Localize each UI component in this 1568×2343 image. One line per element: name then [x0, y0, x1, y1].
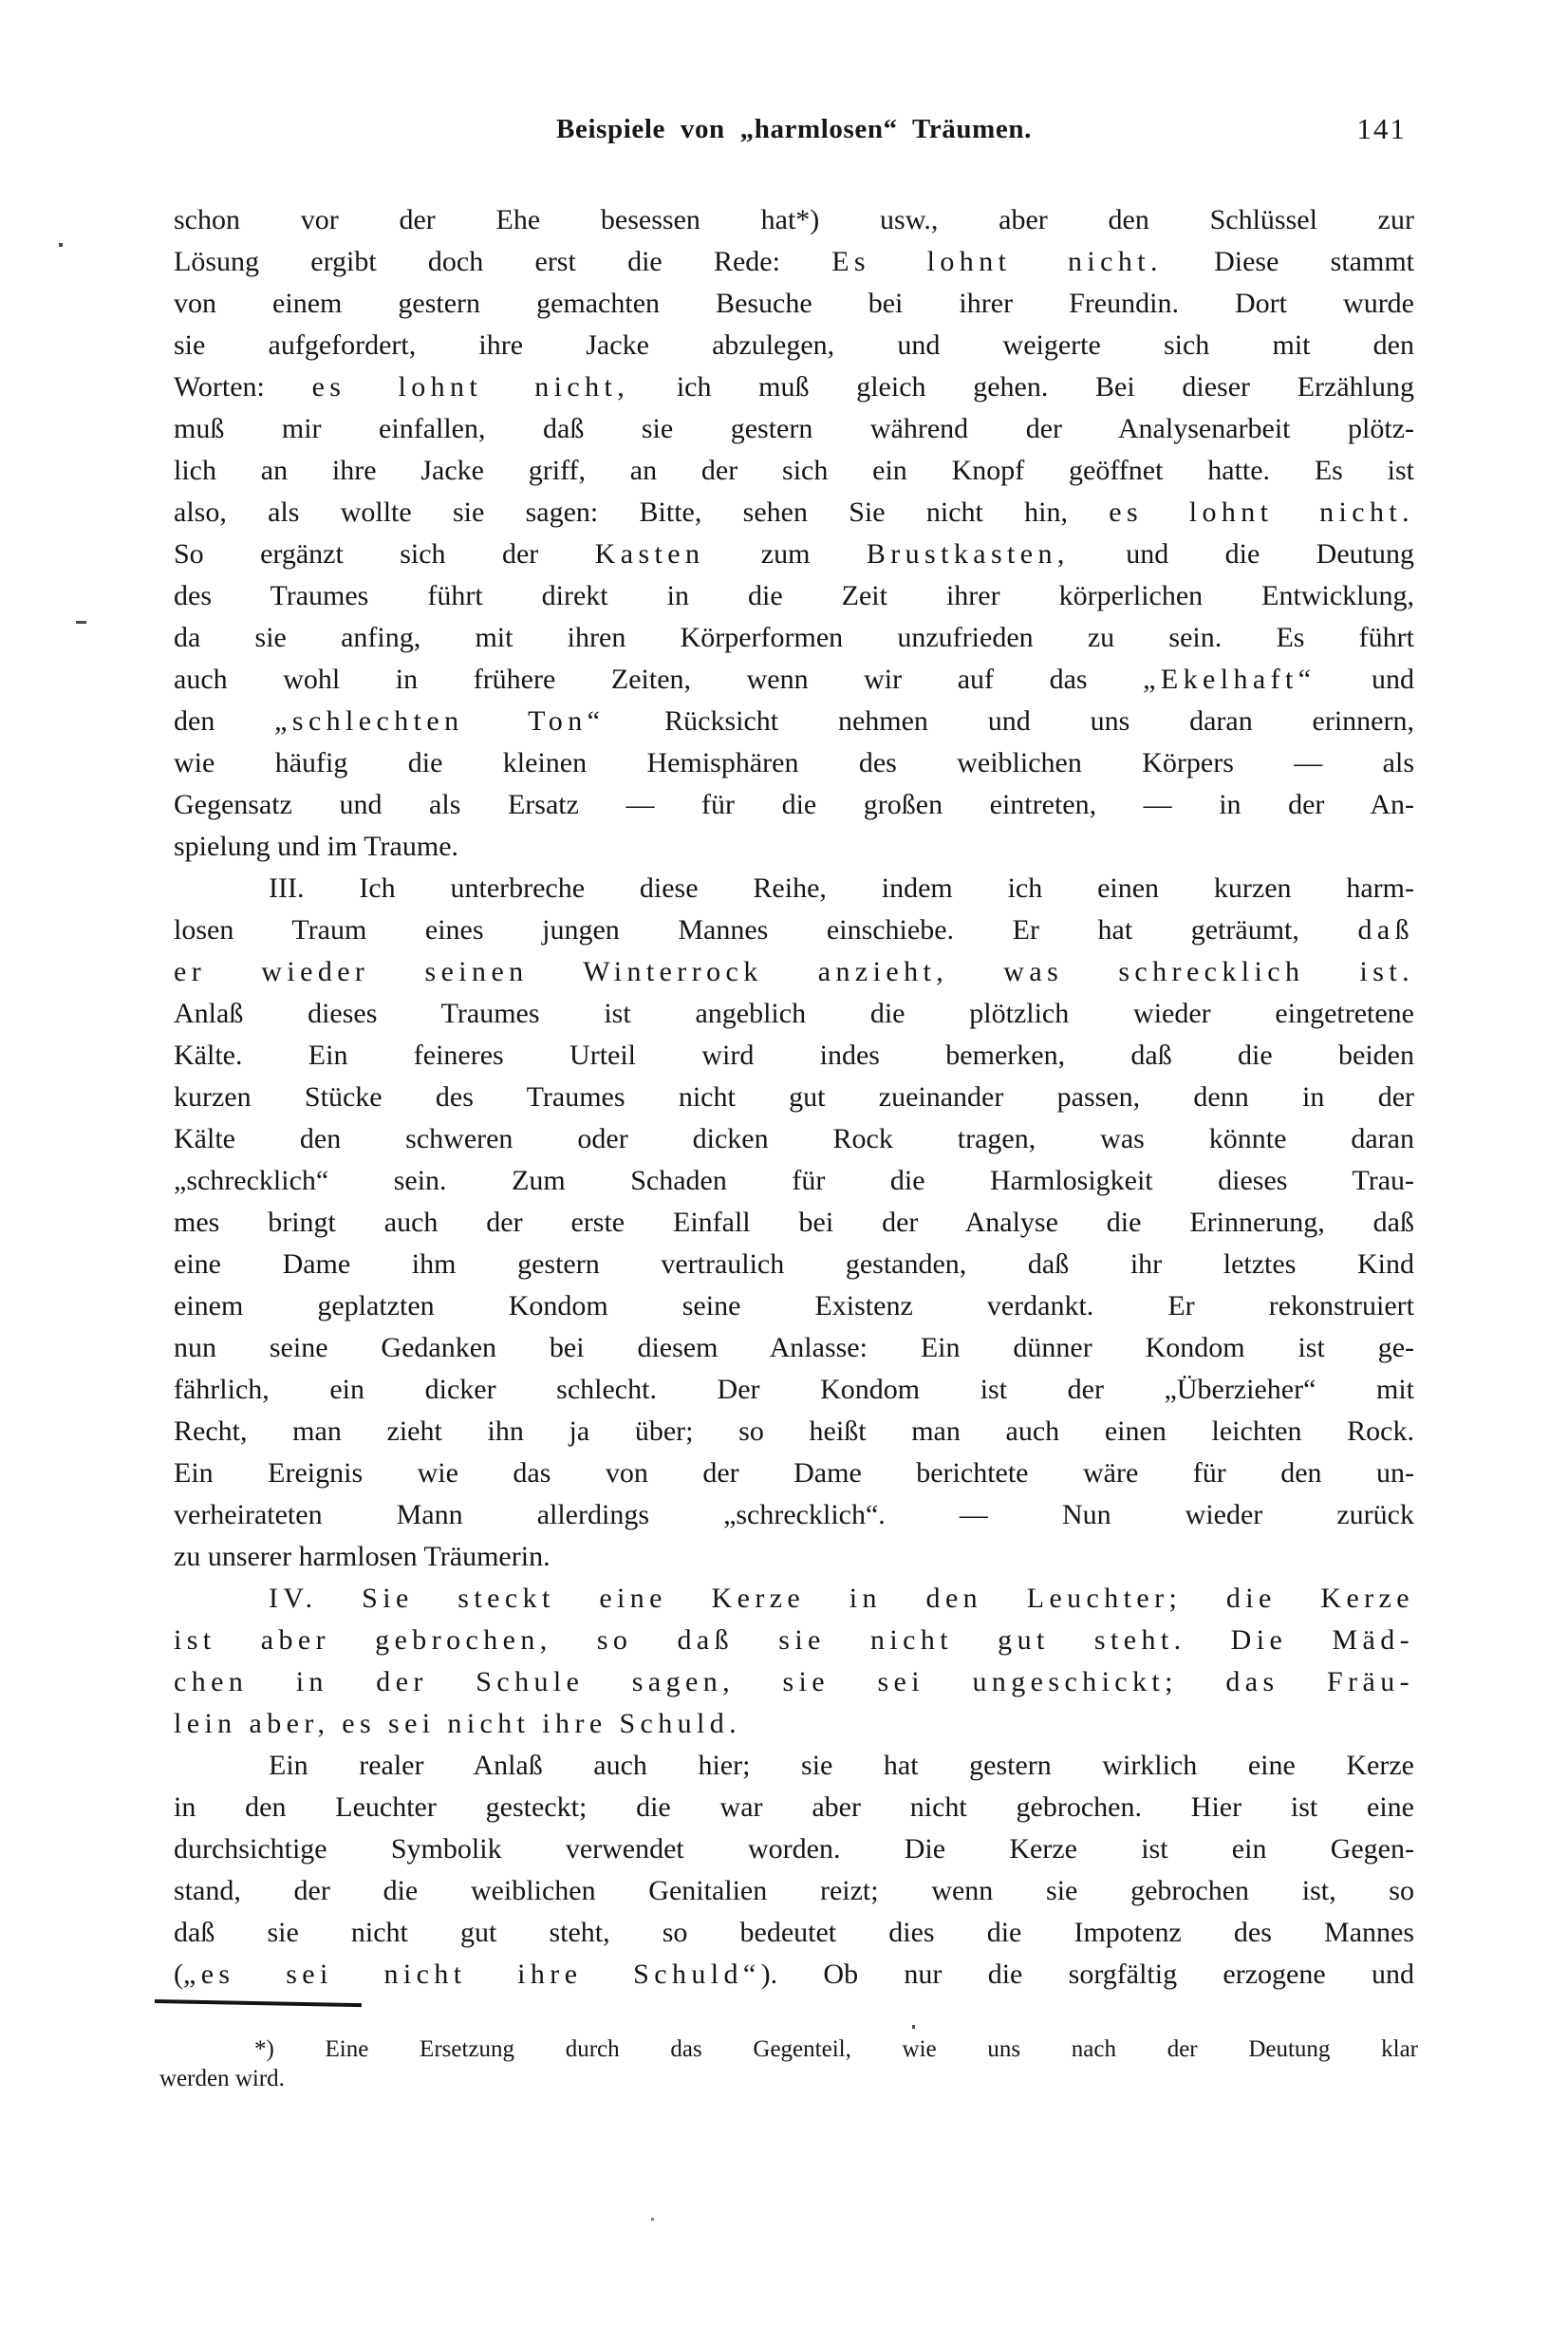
letterspaced-emphasis: lein aber, es sei nicht ihre Schuld. — [174, 1708, 742, 1739]
text-segment: ). Ob nur die sorgfältig erzogene und — [760, 1959, 1414, 1990]
text-segment: daß sie nicht gut steht, so bedeutet dies die Impotenz des Mannes — [174, 1917, 1414, 1948]
page-header — [174, 114, 1414, 156]
text-line — [174, 1369, 1414, 1411]
text-segment: von einem gestern gemachten Besuche bei ihrer Freundin. Dort wurde — [174, 288, 1414, 319]
text-segment: den — [174, 705, 275, 737]
text-line — [174, 951, 1414, 993]
letterspaced-emphasis: daß — [1357, 914, 1414, 946]
text-segment: „schrecklich“ sein. Zum Schaden für die Harmlosigkeit dieses Trau- — [174, 1165, 1414, 1196]
text-segment: ich muß gleich gehen. Bei dieser Erzählung — [629, 371, 1414, 403]
text-segment: zu unserer harmlosen Träumerin. — [174, 1541, 551, 1572]
text-segment: in den Leuchter gesteckt; die war aber nicht gebrochen. Hier ist eine — [174, 1791, 1414, 1823]
text-segment: mes bringt auch der erste Einfall bei der Analyse die Erinnerung, daß — [174, 1207, 1414, 1238]
text-line — [174, 1870, 1414, 1912]
text-segment: Kälte den schweren oder dicken Rock tragen, was könnte daran — [174, 1123, 1414, 1154]
text-line — [174, 1787, 1414, 1828]
text-line — [174, 1244, 1414, 1285]
letterspaced-emphasis: chen in der Schule sagen, sie sei ungeschickt; das Fräu- — [174, 1666, 1414, 1697]
text-segment: Ein realer Anlaß auch hier; sie hat gestern wirklich eine Kerze — [269, 1750, 1414, 1781]
text-segment: da sie anfing, mit ihren Körperformen unzufrieden zu sein. Es führt — [174, 622, 1414, 653]
text-segment: des Traumes führt direkt in die Zeit ihrer körperlichen Entwicklung, — [174, 580, 1414, 611]
text-segment: Ein Ereignis wie das von der Dame berichtete wäre für den un- — [174, 1457, 1414, 1489]
text-line — [174, 784, 1414, 826]
text-line — [174, 325, 1414, 366]
text-segment: auch wohl in frühere Zeiten, wenn wir auf das — [174, 664, 1144, 695]
footnote-separator — [155, 1999, 362, 2007]
text-segment: sie aufgefordert, ihre Jacke abzulegen, und weigerte sich mit den — [174, 329, 1414, 361]
scan-artifact — [651, 2218, 654, 2221]
text-segment: kurzen Stücke des Traumes nicht gut zueinander passen, denn in der — [174, 1081, 1414, 1113]
text-line — [159, 2064, 1418, 2093]
text-segment: ( — [174, 1959, 183, 1990]
text-line — [174, 1035, 1414, 1077]
text-line — [174, 993, 1414, 1035]
text-line — [174, 1703, 1414, 1745]
footnote-text — [159, 2034, 1418, 2093]
text-segment: Anlaß dieses Traumes ist angeblich die plötzlich wieder eingetretene — [174, 998, 1414, 1029]
text-line — [174, 199, 1414, 241]
text-line — [174, 575, 1414, 617]
scan-artifact — [76, 621, 86, 624]
text-line — [174, 659, 1414, 701]
text-segment: eine Dame ihm gestern vertraulich gestanden, daß ihr letztes Kind — [174, 1248, 1414, 1280]
text-segment: Rücksicht nehmen und uns daran erinnern, — [605, 705, 1414, 737]
text-line — [174, 241, 1414, 283]
text-line — [174, 1285, 1414, 1327]
text-line — [174, 617, 1414, 659]
letterspaced-emphasis: „Ekelhaft“ — [1143, 664, 1316, 695]
text-line — [174, 1118, 1414, 1160]
text-segment: Worten: — [174, 371, 312, 403]
text-segment: wie häufig die kleinen Hemisphären des weiblichen Körpers — als — [174, 747, 1414, 778]
letterspaced-emphasis: Brustkasten, — [866, 538, 1070, 570]
text-segment: fährlich, ein dicker schlecht. Der Kondom ist der „Überzieher“ mit — [174, 1374, 1414, 1405]
text-line — [174, 1453, 1414, 1494]
text-line — [174, 1828, 1414, 1870]
letterspaced-emphasis: IV. Sie steckt eine Kerze in den Leuchter; die Kerze — [269, 1583, 1414, 1614]
text-line — [159, 2034, 1418, 2064]
letterspaced-emphasis: Kasten — [594, 538, 705, 570]
text-line — [174, 742, 1414, 784]
text-segment: und die Deutung — [1069, 538, 1414, 570]
text-line — [174, 701, 1414, 742]
text-line — [174, 450, 1414, 492]
text-line — [174, 1912, 1414, 1954]
text-segment: spielung und im Traume. — [174, 831, 459, 862]
text-line — [174, 534, 1414, 575]
text-segment: zum — [704, 538, 867, 570]
text-line — [174, 826, 1414, 868]
text-segment: Kälte. Ein feineres Urteil wird indes bemerken, daß die beiden — [174, 1040, 1414, 1071]
scan-artifact — [59, 243, 63, 247]
text-line — [174, 1494, 1414, 1536]
text-line — [174, 1536, 1414, 1578]
text-segment: durchsichtige Symbolik verwendet worden. Die Kerze ist ein Gegen- — [174, 1833, 1414, 1865]
text-segment: losen Traum eines jungen Mannes einschiebe. Er hat geträumt, — [174, 914, 1358, 946]
page-body — [174, 199, 1414, 1996]
text-line — [174, 909, 1414, 951]
text-line — [174, 283, 1414, 325]
text-segment: werden wird. — [159, 2066, 285, 2091]
text-line — [174, 1077, 1414, 1118]
text-segment: lich an ihre Jacke griff, an der sich ein Knopf geöffnet hatte. Es ist — [174, 455, 1414, 486]
text-segment: verheirateten Mann allerdings „schrecklich“. — Nun wieder zurück — [174, 1499, 1414, 1530]
text-line — [174, 1661, 1414, 1703]
text-segment: und — [1316, 664, 1414, 695]
page-number: 141 — [1356, 112, 1407, 145]
letterspaced-emphasis: es lohnt nicht. — [1109, 497, 1414, 528]
text-line — [174, 1620, 1414, 1661]
text-line — [174, 366, 1414, 408]
text-segment: also, als wollte sie sagen: Bitte, sehen Sie nicht hin, — [174, 497, 1110, 528]
text-line — [174, 1578, 1414, 1620]
text-segment: Gegensatz und als Ersatz — für die großen eintreten, — in der An- — [174, 789, 1414, 820]
text-segment: einem geplatzten Kondom seine Existenz verdankt. Er rekonstruiert — [174, 1290, 1414, 1321]
text-line — [174, 1202, 1414, 1244]
text-line — [174, 1327, 1414, 1369]
scan-artifact — [912, 2025, 915, 2029]
text-segment: *) Eine Ersetzung durch das Gegenteil, wie uns nach der Deutung klar — [254, 2036, 1418, 2062]
text-segment: III. Ich unterbreche diese Reihe, indem ich einen kurzen harm- — [269, 872, 1414, 904]
letterspaced-emphasis: ist aber gebrochen, so daß sie nicht gut steht. Die Mäd- — [174, 1624, 1414, 1656]
text-segment: Lösung ergibt doch erst die Rede: — [174, 246, 832, 277]
text-segment: schon vor der Ehe besessen hat*) usw., aber den Schlüssel zur — [174, 204, 1414, 235]
letterspaced-emphasis: es lohnt nicht, — [311, 371, 630, 403]
text-line — [174, 1160, 1414, 1202]
text-line — [174, 492, 1414, 534]
letterspaced-emphasis: er wieder seinen Winterrock anzieht, was schrecklich ist. — [174, 956, 1414, 987]
text-line — [174, 868, 1414, 909]
text-segment: muß mir einfallen, daß sie gestern während der Analysenarbeit plötz- — [174, 413, 1414, 444]
text-segment: nun seine Gedanken bei diesem Anlasse: Ein dünner Kondom ist ge- — [174, 1332, 1414, 1363]
running-title: Beispiele von „harmlosen“ Träumen. — [556, 114, 1032, 144]
letterspaced-emphasis: „es sei nicht ihre Schuld“ — [183, 1959, 761, 1990]
text-line — [174, 408, 1414, 450]
letterspaced-emphasis: Es lohnt nicht. — [831, 246, 1163, 277]
text-line — [174, 1745, 1414, 1787]
text-segment: stand, der die weiblichen Genitalien reizt; wenn sie gebrochen ist, so — [174, 1875, 1414, 1906]
text-line — [174, 1954, 1414, 1996]
text-segment: Recht, man zieht ihn ja über; so heißt man auch einen leichten Rock. — [174, 1415, 1414, 1447]
text-line — [174, 1411, 1414, 1453]
letterspaced-emphasis: „schlechten Ton“ — [274, 705, 606, 737]
text-segment: Diese stammt — [1162, 246, 1414, 277]
text-segment: So ergänzt sich der — [174, 538, 595, 570]
